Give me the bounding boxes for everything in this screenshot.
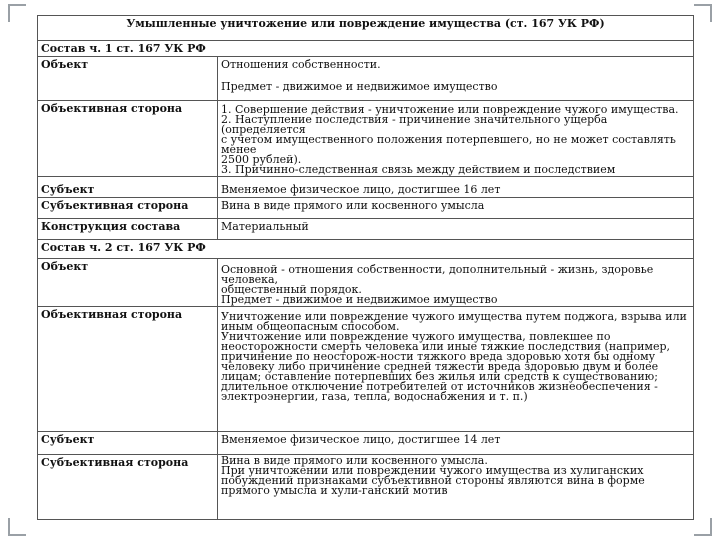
part1-object-value xyxy=(218,57,694,101)
part1-construction-label: Конструкция состава xyxy=(38,219,218,240)
part1-heading: Состав ч. 1 ст. 167 УК РФ xyxy=(38,41,694,57)
part1-objective-label: Объективная сторона xyxy=(38,101,218,177)
corner-bracket-top-right xyxy=(694,4,712,22)
text-line: Вина в виде прямого или косвенного умысла. xyxy=(221,454,488,467)
part1-subjective-label: Субъективная сторона xyxy=(38,198,218,219)
text-line: 3. Причинно-следственная связь между действием и последствием xyxy=(221,163,616,176)
part1-construction-value: Материальный xyxy=(218,219,694,240)
part2-subject-label: Субъект xyxy=(38,432,218,455)
part2-objective-label: Объективная сторона xyxy=(38,307,218,432)
text-line: общественный порядок. xyxy=(221,283,362,296)
part1-subjective-value: Вина в виде прямого или косвенного умысла xyxy=(218,198,694,219)
text-line: лицам; оставление потерпевших без жилья или средств к существованию; xyxy=(221,370,658,383)
part2-object-label: Объект xyxy=(38,259,218,307)
text-line: При уничтожении или повреждении чужого имущества из хулиганских xyxy=(221,464,644,477)
text-line: менее xyxy=(221,143,257,156)
text-line: побуждений признаками субъективной стороны являются вина в форме xyxy=(221,474,645,487)
text-line: электроэнергии, газа, тепла, водоснабжения и т. п.) xyxy=(221,390,528,403)
table-row xyxy=(38,198,694,219)
text-line: длительное отключение потребителей от источников жизнеобеспечения - xyxy=(221,380,658,393)
text-line: прямого умысла и хули-ганский мотив xyxy=(221,484,448,497)
part1-object-label: Объект xyxy=(38,57,218,101)
table-title: Умышленные уничтожение или повреждение имущества (ст. 167 УК РФ) xyxy=(38,16,694,41)
crime-elements-table xyxy=(37,15,694,520)
table-row xyxy=(38,101,694,177)
part2-subjective-value xyxy=(218,455,694,520)
part1-subject-value: Вменяемое физическое лицо, достигшее 16 лет xyxy=(218,177,694,198)
text-line: 2500 рублей). xyxy=(221,153,302,166)
table-row xyxy=(38,307,694,432)
text-line: иным общеопасным способом. xyxy=(221,320,400,333)
text-line: Уничтожение или повреждение чужого имущества путем поджога, взрыва или xyxy=(221,310,687,323)
text-line: Отношения собственности. xyxy=(221,58,381,71)
part2-object-value xyxy=(218,259,694,307)
corner-bracket-bottom-right xyxy=(694,518,712,536)
part2-subject-value: Вменяемое физическое лицо, достигшее 14 лет xyxy=(218,432,694,455)
corner-bracket-bottom-left xyxy=(8,518,26,536)
part1-objective-value xyxy=(218,101,694,177)
part2-objective-value xyxy=(218,307,694,432)
table-row xyxy=(38,57,694,101)
text-line: причинение по неосторож-ности тяжкого вреда здоровью хотя бы одному xyxy=(221,350,656,363)
text-line: 2. Наступление последствия - причинение значительного ущерба (определяется xyxy=(221,113,608,136)
text-line: Предмет - движимое и недвижимое имущество xyxy=(221,80,498,93)
text-line: Уничтожение или повреждение чужого имущества, повлекшее по xyxy=(221,330,611,343)
corner-bracket-top-left xyxy=(8,4,26,22)
text-line: человеку либо причинение средней тяжести вреда здоровью двум и более xyxy=(221,360,659,373)
table-row xyxy=(38,455,694,520)
text-line: с учетом имущественного положения потерпевшего, но не может составлять xyxy=(221,133,676,146)
text-line: неосторожности смерть человека или иные тяжкие последствия (например, xyxy=(221,340,671,353)
text-line: 1. Совершение действия - уничтожение или повреждение чужого имущества. xyxy=(221,103,679,116)
text-line: человека, xyxy=(221,273,279,286)
part2-subjective-label: Субъективная сторона xyxy=(38,455,218,520)
table-row xyxy=(38,432,694,455)
table-row xyxy=(38,259,694,307)
part1-subject-label: Субъект xyxy=(38,177,218,198)
table-row xyxy=(38,177,694,198)
text-line: Основной - отношения собственности, дополнительный - жизнь, здоровье xyxy=(221,263,654,276)
table-row xyxy=(38,219,694,240)
part2-heading: Состав ч. 2 ст. 167 УК РФ xyxy=(38,240,694,259)
text-line: Предмет - движимое и недвижимое имущество xyxy=(221,293,498,306)
